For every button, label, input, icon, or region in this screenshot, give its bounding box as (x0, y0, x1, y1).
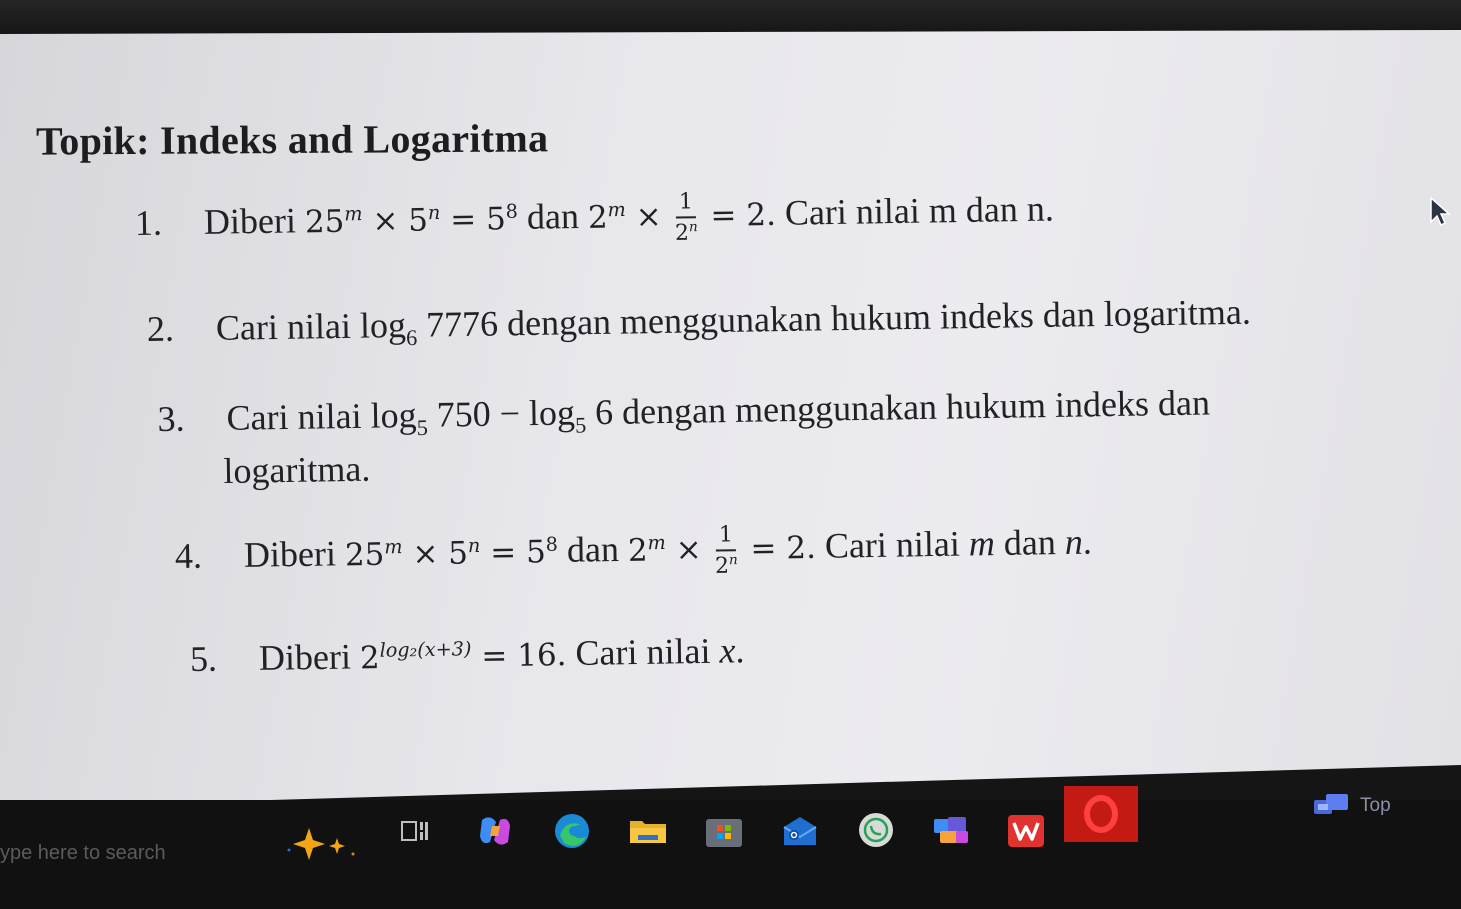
teams-icon[interactable] (926, 806, 976, 856)
math-expression: $25^m \times 5^n = 5^8$ (304, 199, 519, 241)
question-number: 2. (146, 308, 175, 349)
opera-icon[interactable] (1064, 786, 1138, 842)
outlook-icon[interactable] (775, 806, 825, 856)
widgets-label[interactable]: Top (1360, 795, 1391, 816)
math-expression: $2^{log_2(x+3)} = 16$. (359, 637, 567, 677)
math-expression: = 2. (750, 529, 817, 567)
question-text: Diberi (258, 636, 352, 678)
whatsapp-icon[interactable] (851, 806, 901, 856)
question-3 (157, 381, 1211, 493)
question-number: 3. (157, 398, 185, 440)
fraction: $\frac{1}{2^n}$ (674, 189, 698, 246)
question-text: Diberi (203, 200, 297, 242)
question-text: Cari nilai m dan n. (784, 188, 1055, 233)
question-text: Cari nilai $\log_6 7776$ dengan menggunakan hukum indeks dan logaritma. (215, 291, 1252, 351)
fraction: $\frac{1}{2^n}$ (714, 522, 738, 579)
question-text: dan (566, 528, 620, 570)
edge-icon[interactable] (547, 806, 597, 856)
math-expression: = 2. (710, 196, 777, 234)
math-expression: $2^m$ × (627, 530, 703, 569)
wps-office-icon[interactable] (1001, 806, 1051, 856)
math-expression: $25^m \times 5^n = 5^8$ (344, 532, 559, 574)
store-icon[interactable] (699, 806, 749, 856)
question-text: dan (526, 195, 580, 237)
question-number: 5. (189, 638, 218, 679)
mouse-pointer-icon (1428, 196, 1454, 228)
copilot-app-icon[interactable] (470, 806, 520, 856)
file-explorer-icon[interactable] (623, 806, 673, 856)
question-text-continued: logaritma. (223, 448, 371, 492)
question-5 (190, 629, 745, 680)
question-number: 1. (134, 202, 163, 243)
question-number: 4. (174, 535, 203, 576)
question-text: Cari nilai $\log_5 750 - \log_5 6$ dengan menggunakan hukum indeks dan (226, 382, 1211, 441)
taskbar-search-input[interactable]: ype here to search (0, 842, 166, 864)
question-text: Cari nilai m dan n. (824, 521, 1093, 566)
page-title: Topik: Indeks and Logaritma (35, 115, 549, 164)
question-text: Cari nilai x. (575, 630, 745, 673)
math-expression: $2^m$ × (587, 197, 663, 236)
question-text: Diberi (243, 533, 337, 575)
copilot-sparkle-icon[interactable] (283, 824, 367, 864)
screen-bezel (0, 0, 1461, 34)
task-view-icon[interactable] (390, 806, 440, 856)
widgets-icon[interactable] (1310, 790, 1352, 820)
